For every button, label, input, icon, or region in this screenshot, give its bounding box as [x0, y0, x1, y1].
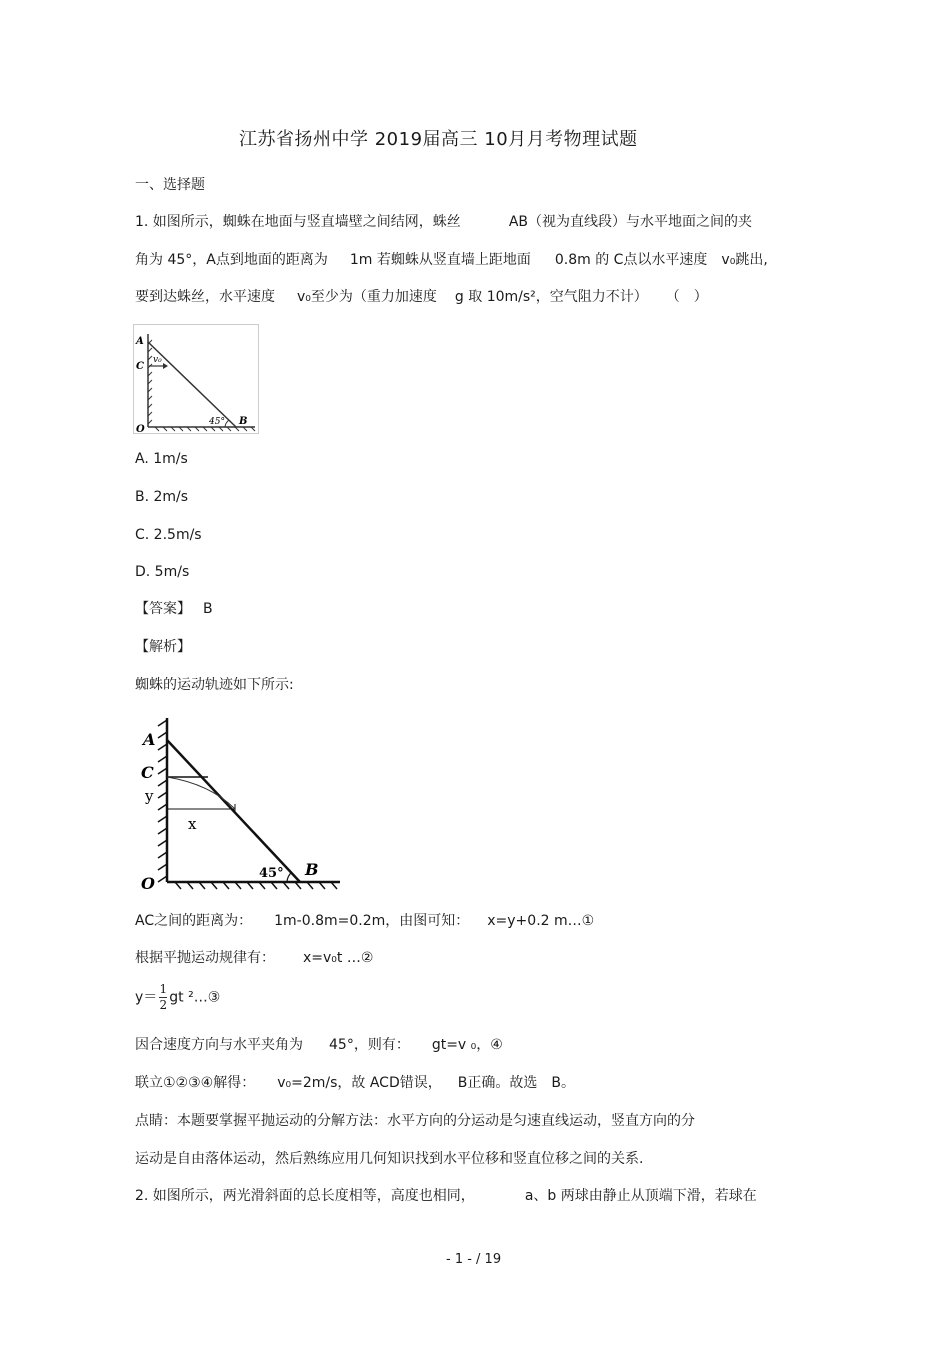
label-b: B	[239, 416, 248, 427]
web-line-ab	[167, 740, 300, 882]
trajectory-figure	[135, 712, 345, 895]
label-a: A	[143, 730, 156, 749]
label-a: A	[136, 336, 144, 347]
analysis-label: 【解析】	[135, 639, 191, 655]
analysis-intro: 蜘蛛的运动轨迹如下所示:	[135, 677, 294, 693]
equation-2: 根据平抛运动规律有： x=v₀t …②	[135, 950, 374, 966]
label-angle: 45°	[209, 417, 225, 427]
label-y: y	[145, 787, 154, 805]
q2-line1: 2. 如图所示，两光滑斜面的总长度相等，高度也相同， a、b 两球由静止从顶端下滑，若球在	[135, 1188, 757, 1204]
answer-value: B	[203, 601, 213, 617]
equation-3: y＝ $\frac{1}{2}$ gt ²…③	[135, 982, 221, 1012]
q1-line3: 要到达蛛丝，水平速度 v₀至少为（重力加速度 g 取 10m/s²，空气阻力不计） （ ）	[135, 289, 708, 305]
fraction-half: $\frac{1}{2}$	[159, 982, 168, 1012]
equation-1: AC之间的距离为： 1m-0.8m=0.2m，由图可知： x=y+0.2 m…①	[135, 913, 595, 929]
arrowhead-icon	[163, 363, 168, 369]
label-o: O	[141, 874, 155, 893]
page-title: 江苏省扬州中学 2019届高三 10月月考物理试题	[239, 129, 638, 150]
page-footer: - 1 - / 19	[446, 1252, 502, 1267]
angle-arc	[225, 420, 229, 427]
option-c: C. 2.5m/s	[135, 527, 202, 543]
equation-5: 联立①②③④解得： v₀=2m/s，故 ACD错误， B正确。故选 B。	[135, 1075, 575, 1091]
answer-line: 【答案】 B	[135, 601, 213, 617]
option-d: D. 5m/s	[135, 564, 190, 580]
label-angle: 45°	[259, 866, 284, 881]
label-v0: v₀	[153, 355, 162, 365]
option-b: B. 2m/s	[135, 489, 189, 505]
label-c: C	[136, 361, 144, 372]
comment-line-2: 运动是自由落体运动，然后熟练应用几何知识找到水平位移和竖直位移之间的关系.	[135, 1151, 644, 1167]
angle-arc	[287, 872, 292, 882]
section-heading: 一、选择题	[135, 177, 205, 193]
q1-line2: 角为 45°，A点到地面的距离为 1m 若蜘蛛从竖直墙上距地面 0.8m 的 C点以水平速度 v₀跳出,	[135, 252, 768, 268]
label-x: x	[188, 815, 197, 833]
q1-line1: 1. 如图所示，蜘蛛在地面与竖直墙壁之间结网，蛛丝 AB（视为直线段）与水平地面之间的夹	[135, 214, 752, 230]
equation-4: 因合速度方向与水平夹角为 45°，则有： gt=v ₀，④	[135, 1037, 503, 1053]
label-o: O	[136, 424, 145, 434]
comment-line-1: 点睛：本题要掌握平抛运动的分解方法：水平方向的分运动是匀速直线运动，竖直方向的分	[135, 1113, 695, 1129]
label-b: B	[305, 860, 319, 879]
label-c: C	[141, 763, 154, 782]
option-a: A. 1m/s	[135, 451, 188, 467]
trajectory-curve	[167, 777, 235, 809]
q1-figure	[133, 324, 259, 434]
